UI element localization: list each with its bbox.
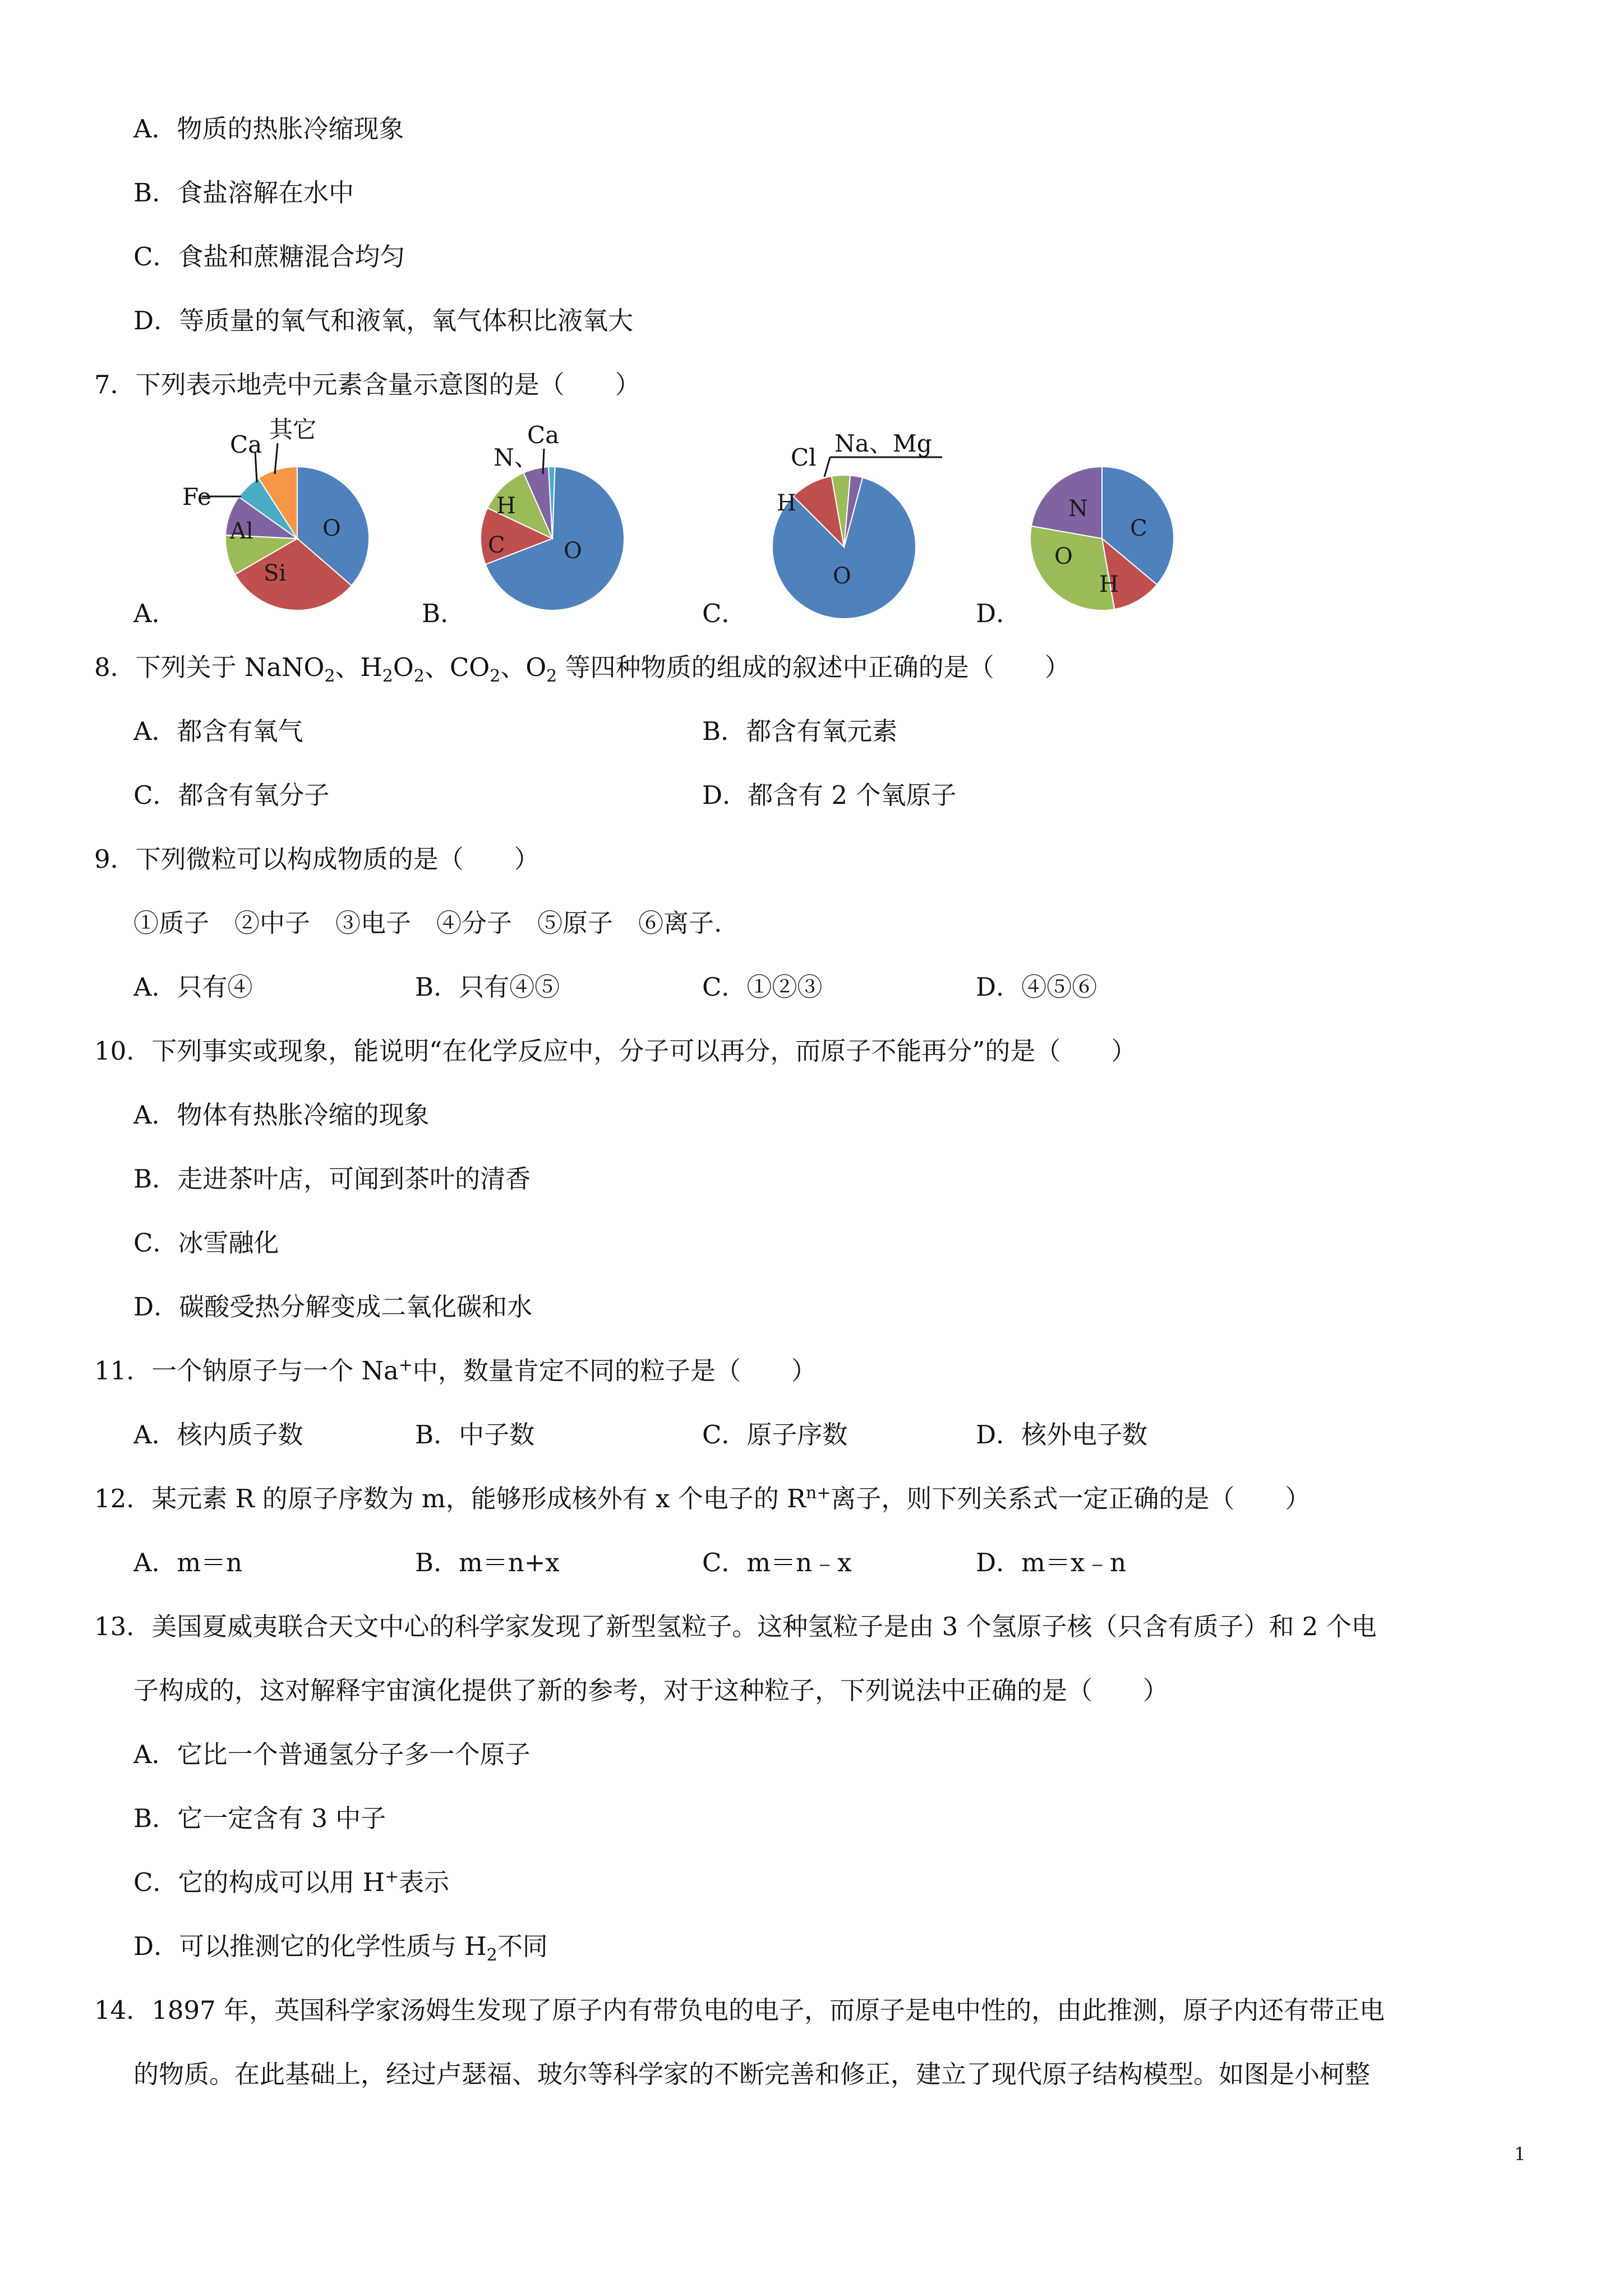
q8-sub-3: 2	[413, 666, 425, 686]
pie-b-label-n: N、	[494, 444, 538, 471]
q9-stem: 9．下列微粒可以构成物质的是（ ）	[94, 844, 540, 874]
q8-stem-mid3: 、CO	[424, 652, 490, 682]
q6-option-d: D．等质量的氧气和液氧，氧气体积比液氧大	[133, 306, 634, 335]
q12-stem-post: 离子，则下列关系式一定正确的是（ ）	[831, 1484, 1311, 1513]
q8-option-d: D．都含有 2 个氧原子	[702, 780, 957, 810]
q8-sub-1: 2	[324, 666, 335, 686]
q7-option-d: D．	[976, 599, 1022, 628]
q13-option-a: A．它比一个普通氢分子多一个原子	[133, 1740, 531, 1769]
q14-line1: 14．1897 年，英国科学家汤姆生发现了原子内有带负电的电子，而原子是电中性的，由此推测，原子内还有带正电	[94, 1995, 1385, 2025]
q8-option-a: A．都含有氧气	[133, 716, 303, 746]
pie-b-label-ca: Ca	[527, 421, 560, 449]
pie-a-label-si: Si	[264, 560, 287, 586]
q12-stem	[94, 1482, 1310, 1516]
q13-option-c	[133, 1866, 449, 1899]
q13-option-c-pre: C．它的构成可以用 H	[133, 1867, 385, 1897]
q7-option-a: A．	[133, 599, 177, 628]
q13-option-c-sup: +	[384, 1867, 399, 1887]
q11-stem-pre: 11．一个钠原子与一个 Na	[94, 1356, 399, 1386]
q12-option-a: A．m＝n	[133, 1548, 243, 1577]
q8-option-b: B．都含有氧元素	[702, 716, 898, 746]
q8-sub-2: 2	[382, 666, 393, 686]
pie-d-label-h: H	[1099, 572, 1119, 597]
pie-d-label-o: O	[1054, 544, 1073, 569]
q11-stem	[94, 1354, 817, 1388]
q8-stem	[94, 651, 1070, 684]
q8-sub-4: 2	[490, 666, 501, 686]
q9-option-d: D．④⑤⑥	[976, 972, 1098, 1002]
pie-c-label-h: H	[777, 490, 796, 516]
q9-items: ①质子 ②中子 ③电子 ④分子 ⑤原子 ⑥离子.	[133, 908, 722, 938]
q10-option-b: B．走进茶叶店，可闻到茶叶的清香	[133, 1164, 531, 1194]
q6-option-b: B．食盐溶解在水中	[133, 178, 354, 208]
q8-stem-mid2: O	[393, 652, 414, 682]
q8-sub-5: 2	[546, 666, 557, 686]
q8-stem-mid4: 、O	[500, 652, 547, 682]
pie-a-label-ca: Ca	[230, 431, 262, 458]
q13-option-d-pre: D．可以推测它的化学性质与 H	[133, 1931, 487, 1961]
q12-stem-pre: 12．某元素 R 的原子序数为 m，能够形成核外有 x 个电子的 R	[94, 1484, 806, 1513]
pie-d-label-c: C	[1130, 516, 1147, 541]
q11-sup: +	[398, 1355, 413, 1375]
pie-b-label-o: O	[564, 538, 582, 564]
q11-option-a: A．核内质子数	[133, 1420, 303, 1450]
pie-a-label-o: O	[322, 516, 341, 541]
q6-option-a: A．物质的热胀冷缩现象	[133, 114, 404, 144]
q10-option-c: C．冰雪融化	[133, 1228, 279, 1258]
q12-sup: n+	[805, 1483, 831, 1503]
pie-chart-d	[1026, 466, 1183, 611]
q11-stem-post: 中，数量肯定不同的粒子是（ ）	[412, 1356, 817, 1386]
q13-stem-line2: 子构成的，这对解释宇宙演化提供了新的参考，对于这种粒子，下列说法中正确的是（ ）	[133, 1676, 1169, 1705]
q12-option-d: D．m＝x﹣n	[976, 1548, 1127, 1577]
pie-c-label-o: O	[833, 563, 851, 589]
q10-option-d: D．碳酸受热分解变成二氧化碳和水	[133, 1292, 533, 1322]
q14-line2: 的物质。在此基础上，经过卢瑟福、玻尔等科学家的不断完善和修正，建立了现代原子结构模型。如图是小柯整	[133, 2059, 1371, 2089]
q11-option-c: C．原子序数	[702, 1420, 848, 1450]
q7-option-b: B．	[422, 599, 466, 628]
pieD-slices-slice-3	[1031, 467, 1102, 539]
pie-chart-a	[168, 409, 393, 623]
q13-stem-line1: 13．美国夏威夷联合天文中心的科学家发现了新型氢粒子。这种氢粒子是由 3 个氢原子核（只含有质子）和 2 个电	[94, 1612, 1377, 1641]
q9-option-a: A．只有④	[133, 972, 253, 1002]
q7-option-c: C．	[702, 599, 747, 628]
pie-d-label-n: N	[1068, 496, 1088, 522]
q9-option-b: B．只有④⑤	[415, 972, 560, 1002]
pie-a-label-fe: Fe	[182, 483, 211, 510]
pie-chart-c	[740, 409, 976, 634]
pie-a-label-al: Al	[230, 518, 253, 544]
pie-b-label-c: C	[488, 532, 505, 558]
q13-option-d	[133, 1930, 548, 1963]
q12-option-c: C．m＝n﹣x	[702, 1548, 852, 1577]
q13-option-d-post: 不同	[497, 1931, 548, 1961]
pie-c-label-cl: Cl	[791, 444, 817, 471]
q13-option-c-post: 表示	[399, 1867, 450, 1897]
page-number: 1	[1514, 2143, 1526, 2165]
q13-option-d-sub: 2	[486, 1945, 497, 1965]
q11-option-b: B．中子数	[415, 1420, 535, 1450]
q8-option-c: C．都含有氧分子	[133, 780, 330, 810]
q12-option-b: B．m＝n+x	[415, 1548, 560, 1577]
q8-stem-mid1: 、H	[335, 652, 382, 682]
q7-stem: 7．下列表示地壳中元素含量示意图的是（ ）	[94, 370, 640, 399]
q9-option-c: C．①②③	[702, 972, 823, 1002]
q8-stem-post: 等四种物质的组成的叙述中正确的是（ ）	[557, 652, 1070, 682]
pie-a-label-other: 其它	[269, 416, 317, 443]
q8-stem-pre: 8．下列关于 NaNO	[94, 652, 325, 682]
pie-b-label-h: H	[496, 493, 516, 519]
q10-option-a: A．物体有热胀冷缩的现象	[133, 1100, 430, 1130]
pie-chart-b	[460, 409, 684, 623]
q10-stem: 10．下列事实或现象，能说明“在化学反应中，分子可以再分，而原子不能再分”的是（ ）	[94, 1036, 1137, 1066]
q11-option-d: D．核外电子数	[976, 1420, 1148, 1450]
q6-option-c: C．食盐和蔗糖混合均匀	[133, 242, 405, 272]
q13-option-b: B．它一定含有 3 中子	[133, 1803, 386, 1833]
pie-c-label-na-mg: Na、Mg	[834, 430, 932, 457]
